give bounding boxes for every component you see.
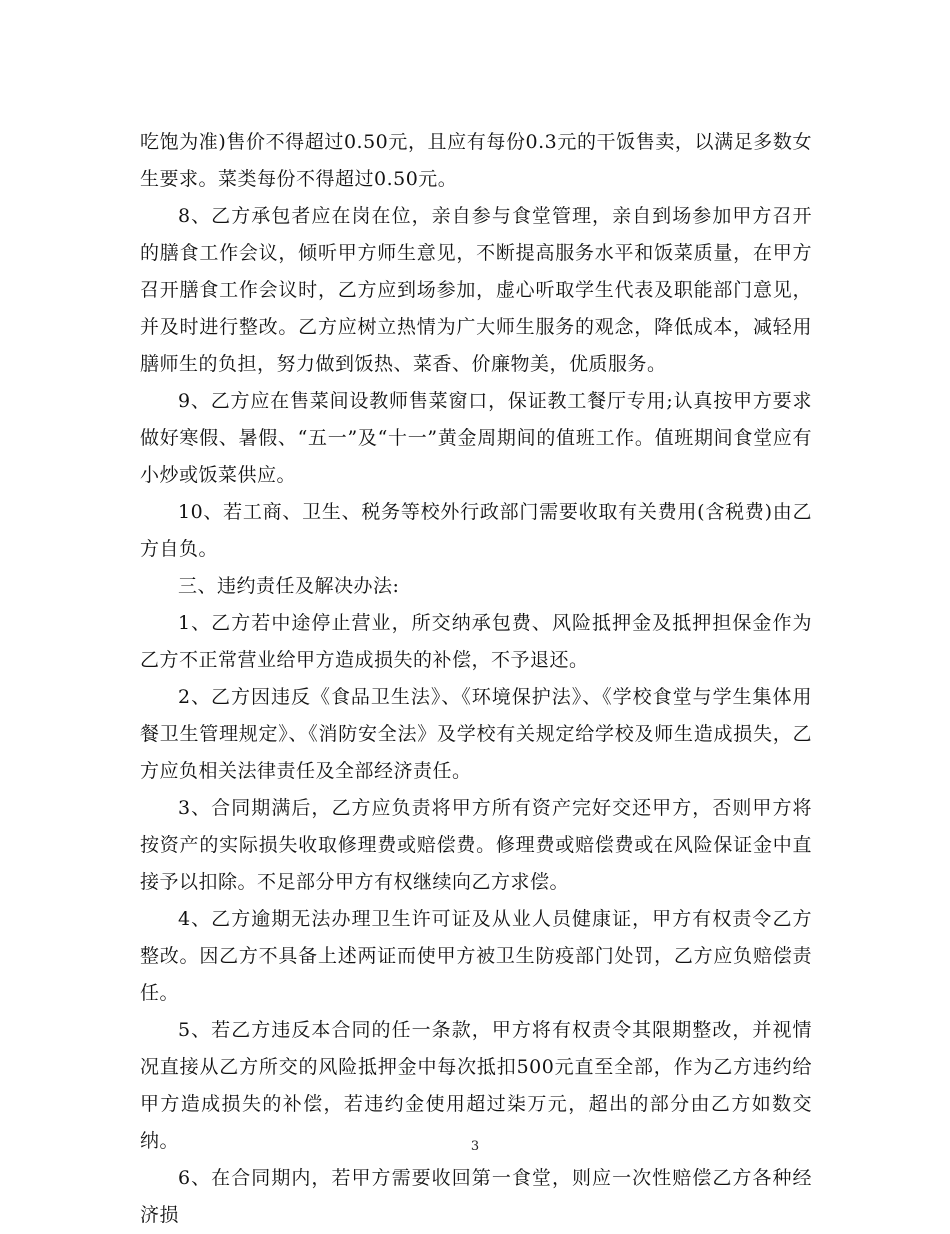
page-number: 3 <box>470 1139 480 1154</box>
section-heading-breach: 三、违约责任及解决办法: <box>178 575 400 597</box>
paragraph-price-continued: 吃饱为准)售价不得超过0.50元，且应有每份0.3元的干饭售卖，以满足多数女生要求。菜类每份不得超过0.50元。 <box>140 131 812 190</box>
paragraph-clause-10: 10、若工商、卫生、税务等校外行政部门需要收取有关费用(含税费)由乙方自负。 <box>140 501 812 560</box>
paragraph-breach-5: 5、若乙方违反本合同的任一条款，甲方将有权责令其限期整改，并视情况直接从乙方所交的风险抵押金中每次抵扣500元直至全部，作为乙方违约给甲方造成损失的补偿，若违约金使用超过柒万元，超出的部分由乙方如数交纳。 <box>140 1019 812 1152</box>
paragraph-clause-8: 8、乙方承包者应在岗在位，亲自参与食堂管理，亲自到场参加甲方召开的膳食工作会议，倾听甲方师生意见，不断提高服务水平和饭菜质量，在甲方召开膳食工作会议时，乙方应到场参加，虚心听取学生代表及职能部门意见，并及时进行整改。乙方应树立热情为广大师生服务的观念，降低成本，减轻用膳师生的负担，努力做到饭热、菜香、价廉物美，优质服务。 <box>140 205 812 375</box>
paragraph-breach-6: 6、在合同期内，若甲方需要收回第一食堂，则应一次性赔偿乙方各种经济损 <box>140 1167 812 1226</box>
paragraph-clause-9: 9、乙方应在售菜间设教师售菜窗口，保证教工餐厅专用;认真按甲方要求做好寒假、暑假、“五一”及“十一”黄金周期间的值班工作。值班期间食堂应有小炒或饭菜供应。 <box>140 390 812 486</box>
paragraph-breach-3: 3、合同期满后，乙方应负责将甲方所有资产完好交还甲方，否则甲方将按资产的实际损失收取修理费或赔偿费。修理费或赔偿费或在风险保证金中直接予以扣除。不足部分甲方有权继续向乙方求偿。 <box>140 797 812 893</box>
document-body <box>140 124 812 1234</box>
paragraph-breach-2: 2、乙方因违反《食品卫生法》、《环境保护法》、《学校食堂与学生集体用餐卫生管理规定》、《消防安全法》及学校有关规定给学校及师生造成损失，乙方应负相关法律责任及全部经济责任。 <box>140 686 812 782</box>
paragraph-breach-4: 4、乙方逾期无法办理卫生许可证及从业人员健康证，甲方有权责令乙方整改。因乙方不具备上述两证而使甲方被卫生防疫部门处罚，乙方应负赔偿责任。 <box>140 908 812 1004</box>
paragraph-breach-1: 1、乙方若中途停止营业，所交纳承包费、风险抵押金及抵押担保金作为乙方不正常营业给甲方造成损失的补偿，不予退还。 <box>140 612 812 671</box>
